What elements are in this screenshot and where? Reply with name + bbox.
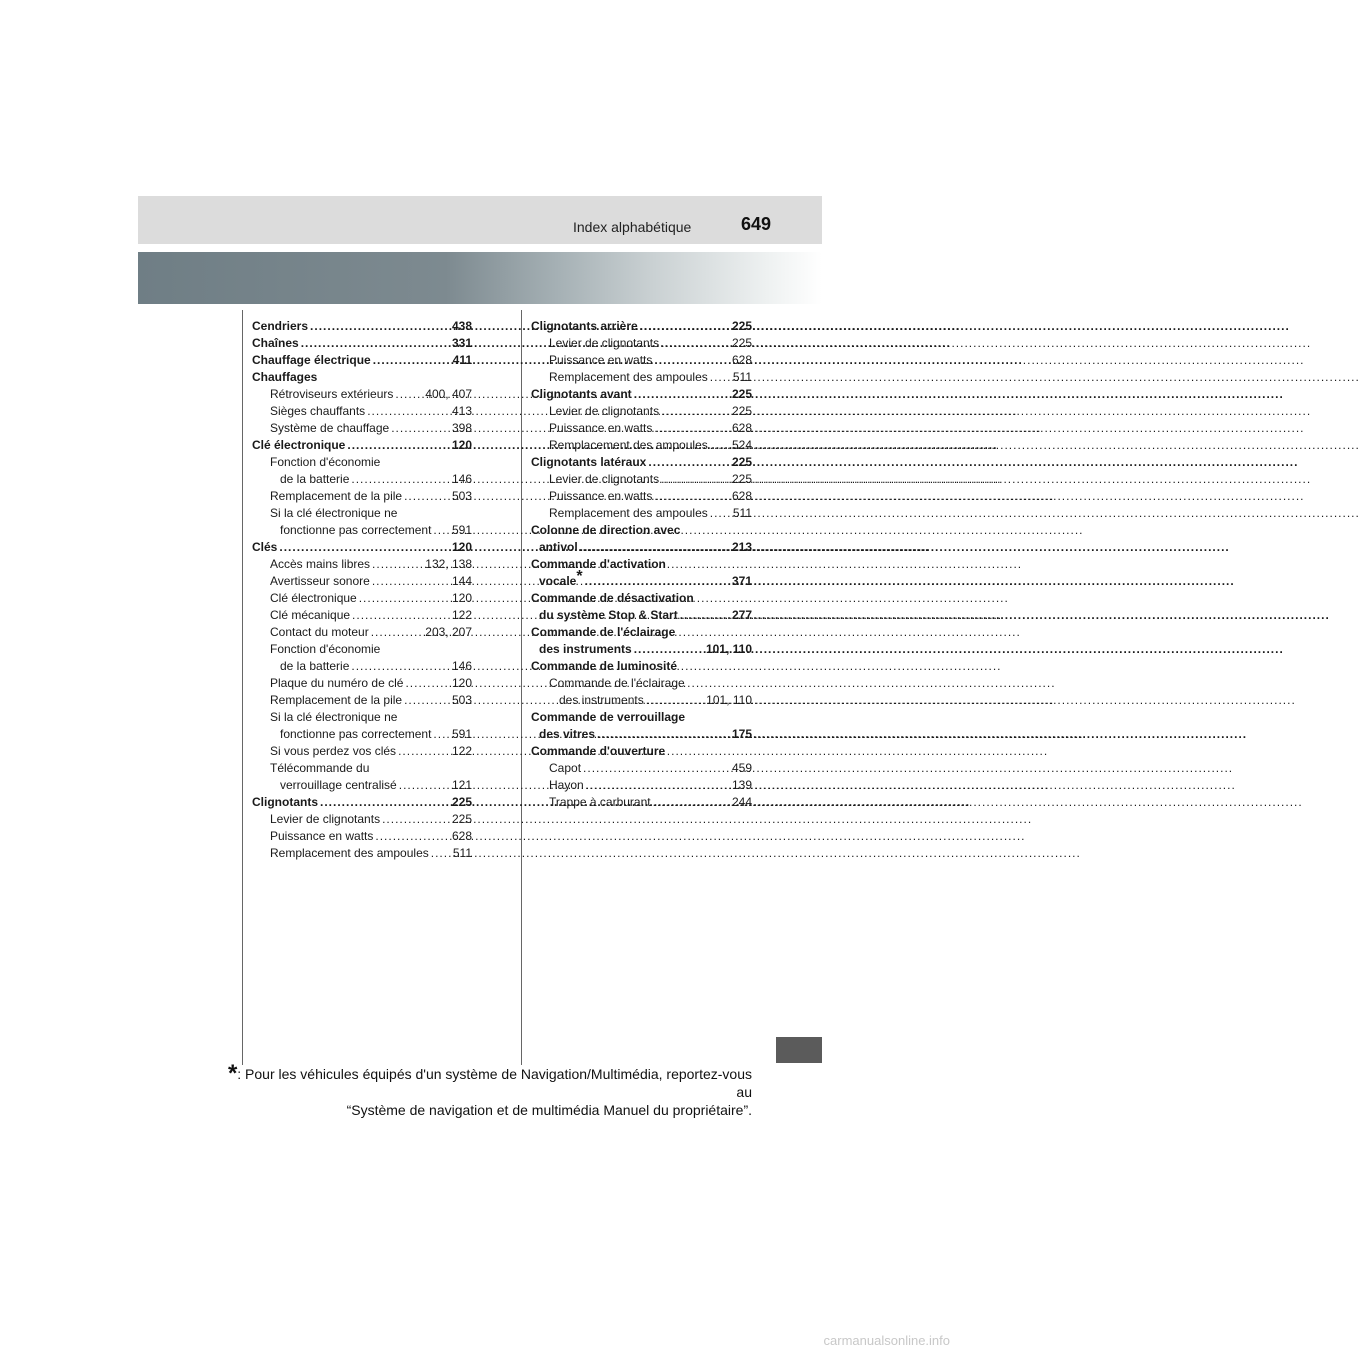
index-subentry: Accès mains libres ..... 132, 138	[252, 556, 472, 573]
index-subentry: Levier de clignotants ..... 225	[531, 335, 752, 352]
footnote-star: *	[576, 568, 583, 585]
index-subentry: Si la clé électronique ne	[270, 710, 398, 724]
index-subentry: Système de chauffage ..... 398	[252, 420, 472, 437]
index-entry: Clé électronique ..... 120	[252, 437, 472, 454]
index-subentry: Clé mécanique ..... 122	[252, 607, 472, 624]
index-subentry: Avertisseur sonore ..... 144	[252, 573, 472, 590]
index-heading: Commande de luminosité	[531, 659, 678, 673]
index-subentry: Fonction d'économie	[270, 455, 381, 469]
index-entry: Clignotants arrière ..... 225	[531, 318, 752, 335]
header-bar	[138, 196, 822, 244]
index-subentry: Remplacement des ampoules ..... 511	[531, 505, 752, 522]
index-column-1	[252, 318, 472, 862]
index-subentry: Remplacement de la pile ..... 503	[252, 692, 472, 709]
index-heading: Colonne de direction avec	[531, 523, 681, 537]
index-entry: des vitres ..... 175	[531, 726, 752, 743]
index-subentry: Levier de clignotants ..... 225	[531, 403, 752, 420]
index-subentry: Sièges chauffants ..... 413	[252, 403, 472, 420]
index-subentry: Puissance en watts ..... 628	[531, 488, 752, 505]
footnote-star: *	[227, 1060, 238, 1087]
index-subentry: Capot ..... 459	[531, 760, 752, 777]
index-entry: du système Stop & Start ..... 277	[531, 607, 752, 624]
index-subentry: Rétroviseurs extérieurs ..... 400, 407	[252, 386, 472, 403]
index-subentry: des instruments ..... 101, 110	[531, 692, 752, 709]
index-entry: Chauffage électrique ..... 411	[252, 352, 472, 369]
index-subentry: Remplacement des ampoules ..... 511	[531, 369, 752, 386]
index-subentry: Plaque du numéro de clé ..... 120	[252, 675, 472, 692]
index-entry: Clés ..... 120	[252, 539, 472, 556]
footnote	[220, 1060, 752, 1119]
index-subentry: Trappe à carburant ..... 244	[531, 794, 752, 811]
index-entry: Clignotants avant ..... 225	[531, 386, 752, 403]
index-heading: Commande de désactivation	[531, 591, 694, 605]
index-subentry: Remplacement des ampoules ..... 524	[531, 437, 752, 454]
column-divider-left	[242, 310, 243, 1065]
index-subentry: Puissance en watts ..... 628	[531, 352, 752, 369]
index-entry: Chaînes ..... 331	[252, 335, 472, 352]
index-subentry: fonctionne pas correctement ..... 591	[252, 522, 472, 539]
index-entry: Clignotants latéraux ..... 225	[531, 454, 752, 471]
index-subentry: Remplacement des ampoules ..... 511	[252, 845, 472, 862]
index-subentry: fonctionne pas correctement ..... 591	[252, 726, 472, 743]
index-entry: antivol ..... 213	[531, 539, 752, 556]
index-heading: Commande de l'éclairage	[531, 625, 676, 639]
index-heading: Commande d'activation	[531, 557, 666, 571]
index-subentry: Fonction d'économie	[270, 642, 381, 656]
index-subentry: Levier de clignotants ..... 225	[531, 471, 752, 488]
index-subentry: verrouillage centralisé ..... 121	[252, 777, 472, 794]
index-subentry: Remplacement de la pile ..... 503	[252, 488, 472, 505]
index-subentry: Puissance en watts ..... 628	[531, 420, 752, 437]
index-subentry: Si la clé électronique ne	[270, 506, 398, 520]
index-column-2	[531, 318, 752, 811]
page-title: Index alphabétique	[573, 219, 692, 235]
index-subentry: de la batterie ..... 146	[252, 471, 472, 488]
index-subentry: Commande de l'éclairage	[549, 676, 685, 690]
index-entry: Cendriers ..... 438	[252, 318, 472, 335]
index-subentry: Puissance en watts ..... 628	[252, 828, 472, 845]
index-heading: Commande de verrouillage	[531, 710, 686, 724]
index-heading: Commande d'ouverture	[531, 744, 666, 758]
section-thumb-tab	[776, 1037, 822, 1063]
index-subentry: Clé électronique ..... 120	[252, 590, 472, 607]
watermark: carmanualsonline.info	[823, 1333, 950, 1348]
index-subentry: de la batterie ..... 146	[252, 658, 472, 675]
index-entry: vocale* ..... 371	[531, 573, 752, 590]
footnote-line-1: : Pour les véhicules équipés d'un système de Navigation/Multimédia, reportez-vous au	[237, 1066, 752, 1100]
index-heading: Chauffages	[252, 370, 318, 384]
index-subentry: Levier de clignotants ..... 225	[252, 811, 472, 828]
index-entry: des instruments ..... 101, 110	[531, 641, 752, 658]
index-subentry: Hayon ..... 139	[531, 777, 752, 794]
page-number: 649	[741, 214, 772, 234]
footnote-line-2: “Système de navigation et de multimédia Manuel du propriétaire”.	[346, 1102, 752, 1118]
index-subentry: Télécommande du	[270, 761, 370, 775]
index-subentry: Si vous perdez vos clés ..... 122	[252, 743, 472, 760]
index-entry: Clignotants ..... 225	[252, 794, 472, 811]
header-banner	[138, 252, 822, 304]
index-subentry: Contact du moteur ..... 203, 207	[252, 624, 472, 641]
